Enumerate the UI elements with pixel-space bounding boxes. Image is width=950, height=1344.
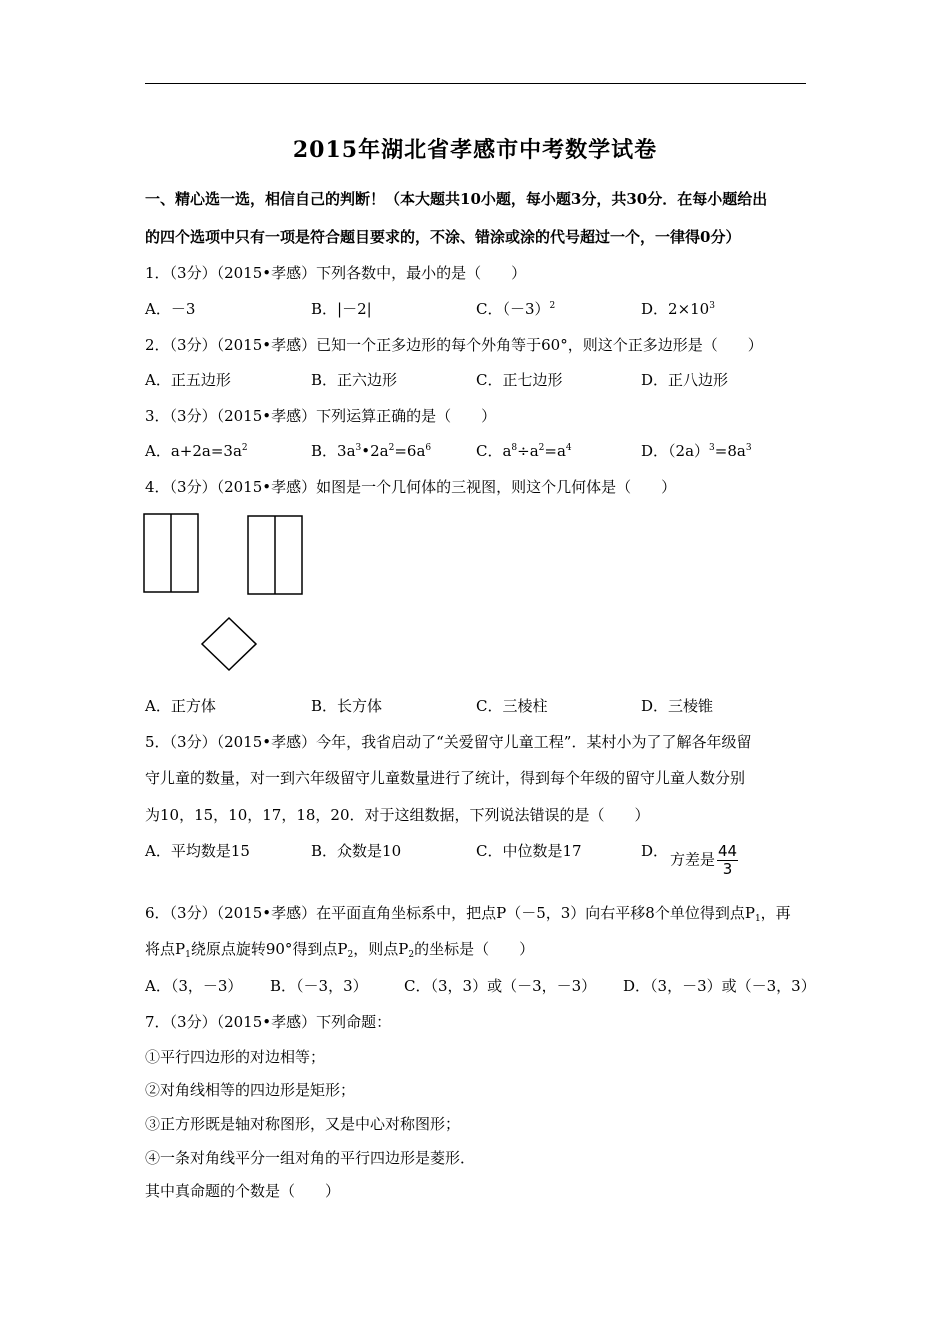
question-5-option-c: C．中位数是17 <box>476 842 582 860</box>
front-view <box>144 514 198 592</box>
question-5-option-a: A．平均数是15 <box>145 842 250 860</box>
question-4-option-a: A．正方体 <box>145 697 216 715</box>
question-7-stem: 7．（3分）（2015•孝感）下列命题： <box>145 1013 392 1031</box>
question-7-tail: 其中真命题的个数是（ ） <box>145 1182 341 1200</box>
question-6-option-d: D．（3，－3）或（－3，3） <box>623 977 816 995</box>
question-3-option-b: B．$3a^3•2a^2=6a^6$ <box>311 442 432 460</box>
question-1-option-b: B．|－2| <box>311 300 372 318</box>
question-6-option-b: B．（－3，3） <box>270 977 368 995</box>
fraction: $\frac{44}{3}$ <box>718 842 738 878</box>
header-rule <box>145 83 806 84</box>
question-6-stem-line-2: 将点$P_1$绕原点旋转90°得到点$P_2$，则点$P_2$的坐标是（ ） <box>145 940 535 960</box>
question-7-statement-1: ①平行四边形的对边相等； <box>145 1048 326 1066</box>
question-1-option-a: A．－3 <box>145 300 196 318</box>
question-1-stem: 1．（3分）（2015•孝感）下列各数中，最小的是（ ） <box>145 264 527 282</box>
question-7-statement-4: ④一条对角线平分一组对角的平行四边形是菱形． <box>145 1149 476 1167</box>
question-2-option-a: A．正五边形 <box>145 371 231 389</box>
question-3-option-c: C．$a^8\div a^2=a^4$ <box>476 442 572 460</box>
question-5-stem-line-2: 守儿童的数量，对一到六年级留守儿童数量进行了统计，得到每个年级的留守儿童人数分别 <box>145 769 746 787</box>
question-5-stem-line-3: 为10，15，10，17，18，20．对于这组数据，下列说法错误的是（ ） <box>145 806 650 824</box>
question-5-option-d: D． <box>641 842 669 860</box>
question-6-stem-line-1: 6．（3分）（2015•孝感）在平面直角坐标系中，把点P（－5，3）向右平移8个单位得到点$P_1$，再 <box>145 904 791 924</box>
question-5-option-d-content: 方差是 $\frac{44}{3}$ <box>670 842 738 878</box>
top-view <box>202 618 256 670</box>
question-2-option-d: D．正八边形 <box>641 371 729 389</box>
question-3-option-d: D．$(2a)^3=8a^3$ <box>641 442 752 460</box>
question-7-statement-2: ②对角线相等的四边形是矩形； <box>145 1081 356 1099</box>
question-4-option-c: C．三棱柱 <box>476 697 548 715</box>
question-3-option-a: A．$a+2a=3a^2$ <box>145 442 248 460</box>
question-4-option-b: B．长方体 <box>311 697 383 715</box>
side-view <box>248 516 302 594</box>
question-5-option-b: B．众数是10 <box>311 842 402 860</box>
question-5-stem-line-1: 5．（3分）（2015•孝感）今年，我省启动了“关爱留守儿童工程”．某村小为了了解各年级留 <box>145 733 752 751</box>
section-heading-line-2: 的四个选项中只有一项是符合题目要求的，不涂、错涂或涂的代号超过一个，一律得0分） <box>145 228 741 246</box>
question-2-stem: 2．（3分）（2015•孝感）已知一个正多边形的每个外角等于60°，则这个正多边形是（ ） <box>145 336 763 354</box>
page-title: 2015年湖北省孝感市中考数学试卷 <box>292 137 658 163</box>
question-1-option-c: C．$(-3)^2$ <box>476 300 556 318</box>
question-6-option-a: A．（3，－3） <box>145 977 243 995</box>
question-1-option-d: D．$2\times 10^3$ <box>641 300 715 318</box>
three-view-figure <box>140 508 320 678</box>
question-2-option-c: C．正七边形 <box>476 371 563 389</box>
question-6-option-c: C．（3，3）或（－3，－3） <box>404 977 597 995</box>
section-heading-line-1: 一、精心选一选，相信自己的判断！（本大题共10小题，每小题3分，共30分．在每小题给出 <box>145 190 768 208</box>
question-4-option-d: D．三棱锥 <box>641 697 714 715</box>
question-7-statement-3: ③正方形既是轴对称图形，又是中心对称图形； <box>145 1115 461 1133</box>
question-3-stem: 3．（3分）（2015•孝感）下列运算正确的是（ ） <box>145 407 497 425</box>
question-2-option-b: B．正六边形 <box>311 371 398 389</box>
question-4-stem: 4．（3分）（2015•孝感）如图是一个几何体的三视图，则这个几何体是（ ） <box>145 478 677 496</box>
